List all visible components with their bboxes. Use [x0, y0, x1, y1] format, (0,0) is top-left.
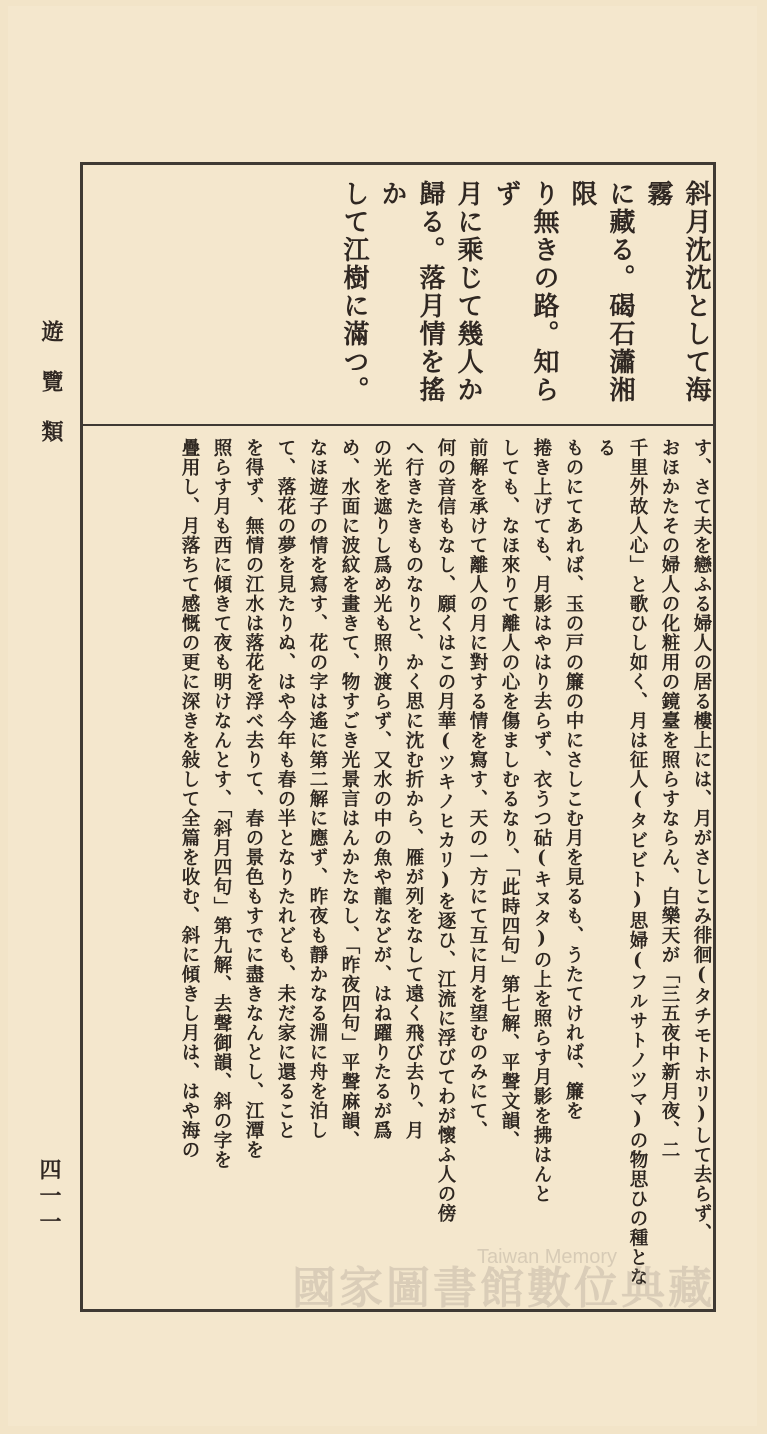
- commentary-line: 千里外故人心」と歌ひし如く、月は征人(タビビト)思婦(フルサトノツマ)の物思ひの種となる: [595, 438, 648, 1287]
- commentary-line: す、さて夫を戀ふる婦人の居る樓上には、月がさしこみ徘徊(タチモトホリ)して去らず、: [691, 438, 712, 1243]
- commentary-line: しても、なほ來りて離人の心を傷ましむるなり、「此時四句」第七解、平聲文韻、: [499, 438, 520, 1151]
- poem-line: に藏る。碣石瀟湘限: [567, 180, 635, 404]
- page-number: 四一一: [36, 1158, 62, 1236]
- commentary-line: 捲き上げても、月影はやはり去らず、衣うつ砧(キヌタ)の上を照らす月影を拂はんと: [531, 438, 552, 1204]
- commentary-line: なほ遊子の情を寫す、花の字は遙に第二解に應ず、昨夜も靜かなる淵に舟を泊し: [307, 438, 328, 1140]
- commentary-line: の光を遮りし爲め光も照り渡らず、又水の中の魚や龍などが、はね躍りたるが爲: [371, 438, 392, 1140]
- commentary-text: [173, 438, 717, 1298]
- poem-line: 斜月沈沈として海霧: [643, 180, 711, 404]
- poem-line: り無きの路。知らず: [491, 180, 559, 404]
- commentary-line: ものにてあれば、玉の戸の簾の中にさしこむ月を見るも、うたてければ、簾を: [563, 438, 584, 1121]
- commentary-line: め、水面に波紋を畫きて、物すごき光景言はんかたなし、「昨夜四句」平聲麻韻、: [339, 438, 360, 1151]
- commentary-line: て、落花の夢を見たりぬ、はや今年も春の半となりたれども、未だ家に還ること: [275, 438, 296, 1140]
- poem-line: 歸る。落月情を搖か: [377, 180, 445, 404]
- section-title: 遊覽類: [38, 320, 64, 470]
- poem-text: [335, 180, 715, 420]
- commentary-line: おほかたその婦人の化粧用の鏡臺を照らすならん、白樂天が「三五夜中新月夜、二: [659, 438, 680, 1160]
- poem-line: 月に乘じて幾人か: [453, 180, 483, 404]
- commentary-line: へ行きたきものなりと、かく思に沈む折から、雁が列をなして遠く飛び去り、月: [403, 438, 424, 1140]
- commentary-line: 照らす月も西に傾きて夜も明けなんとす、「斜月四句」第九解、去聲御韻、斜の字を: [211, 438, 232, 1170]
- watermark-english: Taiwan Memory: [476, 1246, 617, 1268]
- poem-line: して江樹に滿つ。: [339, 180, 369, 404]
- commentary-line: 前解を承けて離人の月に對する情を寫す、天の一方にて互に月を望むのみにて、: [467, 438, 488, 1140]
- library-watermark: 國家圖書館數位典藏: [292, 1263, 715, 1314]
- commentary-line: 疊用し、月落ちて感慨の更に深きを敍して全篇を收む、斜に傾きし月は、はや海の: [179, 438, 200, 1160]
- frame-divider: [80, 424, 716, 426]
- commentary-line: を得ず、無情の江水は落花を浮べ去りて、春の景色もすでに盡きなんとし、江潭を: [243, 438, 264, 1160]
- commentary-line: 何の音信もなし、願くはこの月華(ツキノヒカリ)を逐ひ、江流に浮びてわが懷ふ人の傍: [435, 438, 456, 1223]
